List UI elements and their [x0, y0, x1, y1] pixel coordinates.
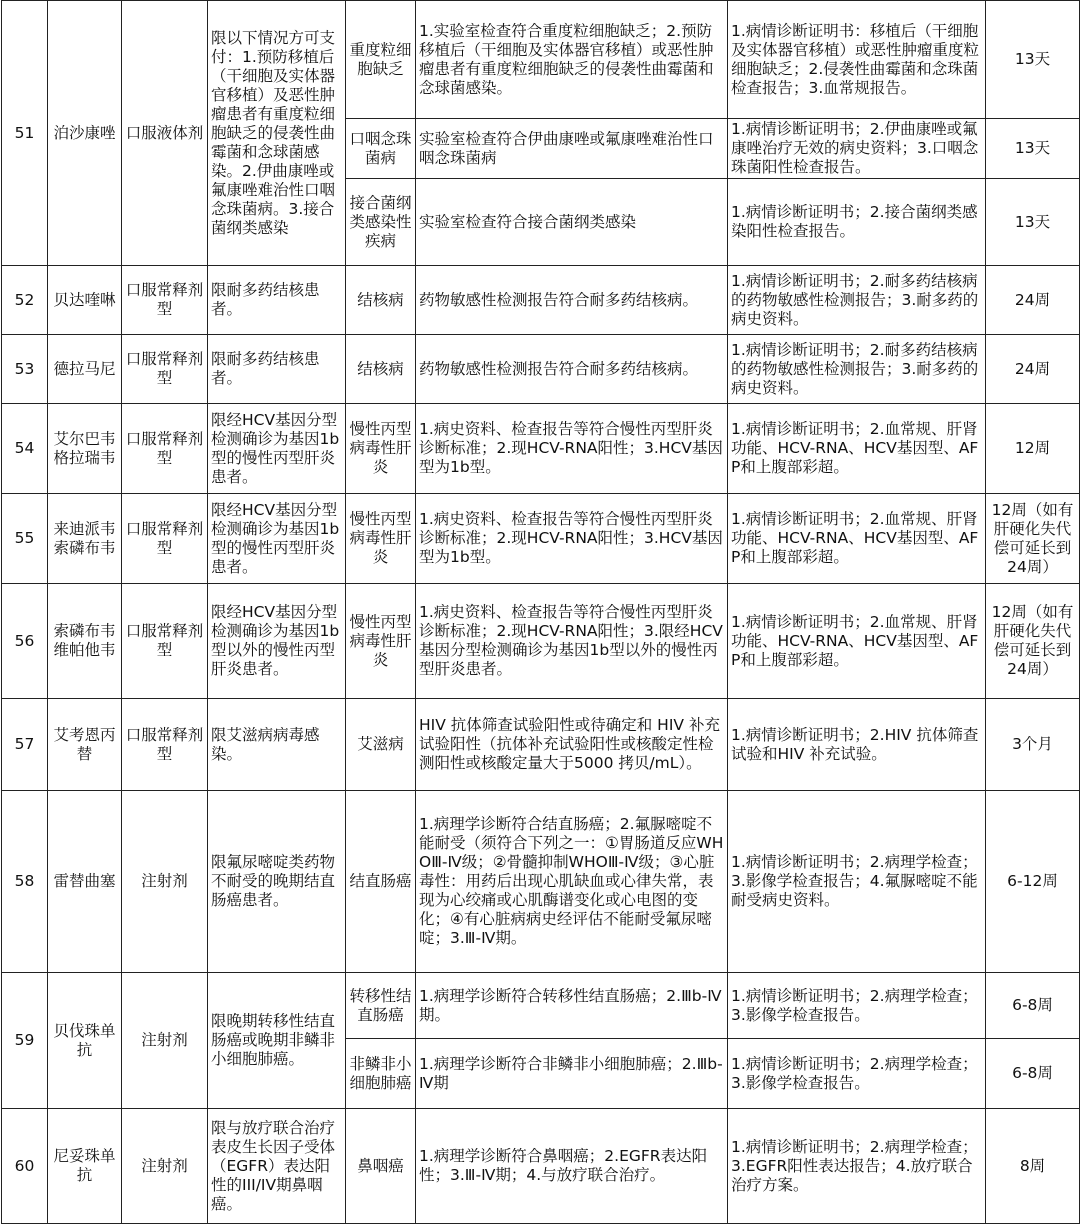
required-materials: 1.病情诊断证明书；2.血常规、肝肾功能、HCV-RNA、HCV基因型、AFP和上腹部彩超。 [728, 404, 986, 494]
disease-name: 慢性丙型病毒性肝炎 [346, 494, 416, 584]
required-materials: 1.病情诊断证明书；2.耐多药结核病的药物敏感性检测报告；3.耐多药的病史资料。 [728, 335, 986, 404]
dosage-form: 口服液体剂 [122, 1, 208, 266]
dosage-form: 注射剂 [122, 1109, 208, 1224]
dosage-form: 口服常释剂型 [122, 404, 208, 494]
drug-name: 艾考恩丙替 [48, 699, 122, 791]
required-materials: 1.病情诊断证明书；2.接合菌纲类感染阳性检查报告。 [728, 179, 986, 266]
diagnostic-criteria: 实验室检查符合接合菌纲类感染 [416, 179, 728, 266]
dosage-form: 口服常释剂型 [122, 266, 208, 335]
row-number: 58 [2, 791, 48, 973]
drug-name: 来迪派韦索磷布韦 [48, 494, 122, 584]
dosage-form: 注射剂 [122, 973, 208, 1109]
drug-name: 雷替曲塞 [48, 791, 122, 973]
table-row [2, 1109, 1080, 1224]
required-materials: 1.病情诊断证明书；2.耐多药结核病的药物敏感性检测报告；3.耐多药的病史资料。 [728, 266, 986, 335]
treatment-period: 8周 [986, 1109, 1080, 1224]
treatment-period: 13天 [986, 1, 1080, 119]
payment-limit: 限氟尿嘧啶类药物不耐受的晚期结直肠癌患者。 [208, 791, 346, 973]
payment-limit: 限经HCV基因分型检测确诊为基因1b型的慢性丙型肝炎患者。 [208, 404, 346, 494]
required-materials: 1.病情诊断证明书；2.病理学检查；3.影像学检查报告。 [728, 973, 986, 1039]
treatment-period: 6-12周 [986, 791, 1080, 973]
table-row [2, 584, 1080, 699]
disease-name: 结核病 [346, 335, 416, 404]
diagnostic-criteria: 药物敏感性检测报告符合耐多药结核病。 [416, 266, 728, 335]
row-number: 55 [2, 494, 48, 584]
diagnostic-criteria: HIV 抗体筛查试验阳性或待确定和 HIV 补充试验阳性（抗体补充试验阳性或核酸定性检测阳性或核酸定量大于5000 拷贝/mL）。 [416, 699, 728, 791]
drug-name: 索磷布韦维帕他韦 [48, 584, 122, 699]
drug-name: 德拉马尼 [48, 335, 122, 404]
table-row [2, 335, 1080, 404]
table-body [2, 1, 1080, 1224]
table-row [2, 1, 1080, 119]
diagnostic-criteria: 1.病理学诊断符合结直肠癌；2.氟脲嘧啶不能耐受（须符合下列之一：①胃肠道反应WHOⅢ-Ⅳ级；②骨髓抑制WHOⅢ-Ⅳ级；③心脏毒性：用药后出现心肌缺血或心律失常，表现为心绞痛或心肌酶谱变化或心电图的变化；④有心脏病病史经评估不能耐受氟尿嘧啶；3.Ⅲ-Ⅳ期。 [416, 791, 728, 973]
drug-name: 艾尔巴韦格拉瑞韦 [48, 404, 122, 494]
required-materials: 1.病情诊断证明书；2.伊曲康唑或氟康唑治疗无效的病史资料；3.口咽念珠菌阳性检查报告。 [728, 119, 986, 179]
treatment-period: 6-8周 [986, 1039, 1080, 1109]
row-number: 52 [2, 266, 48, 335]
table-row [2, 266, 1080, 335]
diagnostic-criteria: 实验室检查符合伊曲康唑或氟康唑难治性口咽念珠菌病 [416, 119, 728, 179]
required-materials: 1.病情诊断证明书：移植后（干细胞及实体器官移植）或恶性肿瘤重度粒细胞缺乏；2.侵袭性曲霉菌和念珠菌检查报告；3.血常规报告。 [728, 1, 986, 119]
row-number: 60 [2, 1109, 48, 1224]
row-number: 54 [2, 404, 48, 494]
table-row [2, 494, 1080, 584]
required-materials: 1.病情诊断证明书；2.病理学检查；3.影像学检查报告；4.氟脲嘧啶不能耐受病史资料。 [728, 791, 986, 973]
diagnostic-criteria: 1.病史资料、检查报告等符合慢性丙型肝炎诊断标准；2.现HCV-RNA阳性；3.HCV基因型为1b型。 [416, 494, 728, 584]
disease-name: 艾滋病 [346, 699, 416, 791]
disease-name: 转移性结直肠癌 [346, 973, 416, 1039]
payment-limit: 限晚期转移性结直肠癌或晚期非鳞非小细胞肺癌。 [208, 973, 346, 1109]
diagnostic-criteria: 1.病理学诊断符合鼻咽癌；2.EGFR表达阳性；3.Ⅲ-Ⅳ期；4.与放疗联合治疗。 [416, 1109, 728, 1224]
dosage-form: 口服常释剂型 [122, 335, 208, 404]
drug-name: 贝伐珠单抗 [48, 973, 122, 1109]
diagnostic-criteria: 药物敏感性检测报告符合耐多药结核病。 [416, 335, 728, 404]
disease-name: 慢性丙型病毒性肝炎 [346, 584, 416, 699]
treatment-period: 6-8周 [986, 973, 1080, 1039]
table-row [2, 699, 1080, 791]
diagnostic-criteria: 1.病史资料、检查报告等符合慢性丙型肝炎诊断标准；2.现HCV-RNA阳性；3.限经HCV基因分型检测确诊为基因1b型以外的慢性丙型肝炎患者。 [416, 584, 728, 699]
treatment-period: 12周（如有肝硬化失代偿可延长到24周） [986, 584, 1080, 699]
disease-name: 口咽念珠菌病 [346, 119, 416, 179]
drug-reimbursement-table [1, 0, 1080, 1224]
diagnostic-criteria: 1.实验室检查符合重度粒细胞缺乏；2.预防移植后（干细胞及实体器官移植）或恶性肿瘤患者有重度粒细胞缺乏的侵袭性曲霉菌和念球菌感染。 [416, 1, 728, 119]
disease-name: 非鳞非小细胞肺癌 [346, 1039, 416, 1109]
disease-name: 接合菌纲类感染性疾病 [346, 179, 416, 266]
disease-name: 结核病 [346, 266, 416, 335]
required-materials: 1.病情诊断证明书；2.HIV 抗体筛查试验和HIV 补充试验。 [728, 699, 986, 791]
required-materials: 1.病情诊断证明书；2.病理学检查；3.EGFR阳性表达报告；4.放疗联合治疗方案。 [728, 1109, 986, 1224]
dosage-form: 口服常释剂型 [122, 494, 208, 584]
row-number: 56 [2, 584, 48, 699]
required-materials: 1.病情诊断证明书；2.病理学检查；3.影像学检查报告。 [728, 1039, 986, 1109]
treatment-period: 12周 [986, 404, 1080, 494]
drug-name: 尼妥珠单抗 [48, 1109, 122, 1224]
disease-name: 结直肠癌 [346, 791, 416, 973]
payment-limit: 限经HCV基因分型检测确诊为基因1b型以外的慢性丙型肝炎患者。 [208, 584, 346, 699]
table-row [2, 791, 1080, 973]
dosage-form: 口服常释剂型 [122, 584, 208, 699]
required-materials: 1.病情诊断证明书；2.血常规、肝肾功能、HCV-RNA、HCV基因型、AFP和上腹部彩超。 [728, 584, 986, 699]
diagnostic-criteria: 1.病理学诊断符合非鳞非小细胞肺癌；2.Ⅲb-Ⅳ期 [416, 1039, 728, 1109]
row-number: 51 [2, 1, 48, 266]
treatment-period: 3个月 [986, 699, 1080, 791]
dosage-form: 注射剂 [122, 791, 208, 973]
dosage-form: 口服常释剂型 [122, 699, 208, 791]
payment-limit: 限耐多药结核患者。 [208, 266, 346, 335]
treatment-period: 12周（如有肝硬化失代偿可延长到24周） [986, 494, 1080, 584]
row-number: 59 [2, 973, 48, 1109]
payment-limit: 限以下情况方可支付：1.预防移植后（干细胞及实体器官移植）及恶性肿瘤患者有重度粒细胞缺乏的侵袭性曲霉菌和念球菌感染。2.伊曲康唑或氟康唑难治性口咽念珠菌病。3.接合菌纲类感染 [208, 1, 346, 266]
row-number: 57 [2, 699, 48, 791]
payment-limit: 限艾滋病病毒感染。 [208, 699, 346, 791]
treatment-period: 13天 [986, 119, 1080, 179]
disease-name: 慢性丙型病毒性肝炎 [346, 404, 416, 494]
row-number: 53 [2, 335, 48, 404]
table-row [2, 973, 1080, 1039]
payment-limit: 限耐多药结核患者。 [208, 335, 346, 404]
treatment-period: 24周 [986, 266, 1080, 335]
payment-limit: 限与放疗联合治疗表皮生长因子受体（EGFR）表达阳性的III/IV期鼻咽癌。 [208, 1109, 346, 1224]
disease-name: 重度粒细胞缺乏 [346, 1, 416, 119]
disease-name: 鼻咽癌 [346, 1109, 416, 1224]
payment-limit: 限经HCV基因分型检测确诊为基因1b型的慢性丙型肝炎患者。 [208, 494, 346, 584]
treatment-period: 24周 [986, 335, 1080, 404]
drug-name: 泊沙康唑 [48, 1, 122, 266]
drug-name: 贝达喹啉 [48, 266, 122, 335]
required-materials: 1.病情诊断证明书；2.血常规、肝肾功能、HCV-RNA、HCV基因型、AFP和上腹部彩超。 [728, 494, 986, 584]
diagnostic-criteria: 1.病理学诊断符合转移性结直肠癌；2.Ⅲb-Ⅳ期。 [416, 973, 728, 1039]
treatment-period: 13天 [986, 179, 1080, 266]
table-row [2, 404, 1080, 494]
diagnostic-criteria: 1.病史资料、检查报告等符合慢性丙型肝炎诊断标准；2.现HCV-RNA阳性；3.HCV基因型为1b型。 [416, 404, 728, 494]
